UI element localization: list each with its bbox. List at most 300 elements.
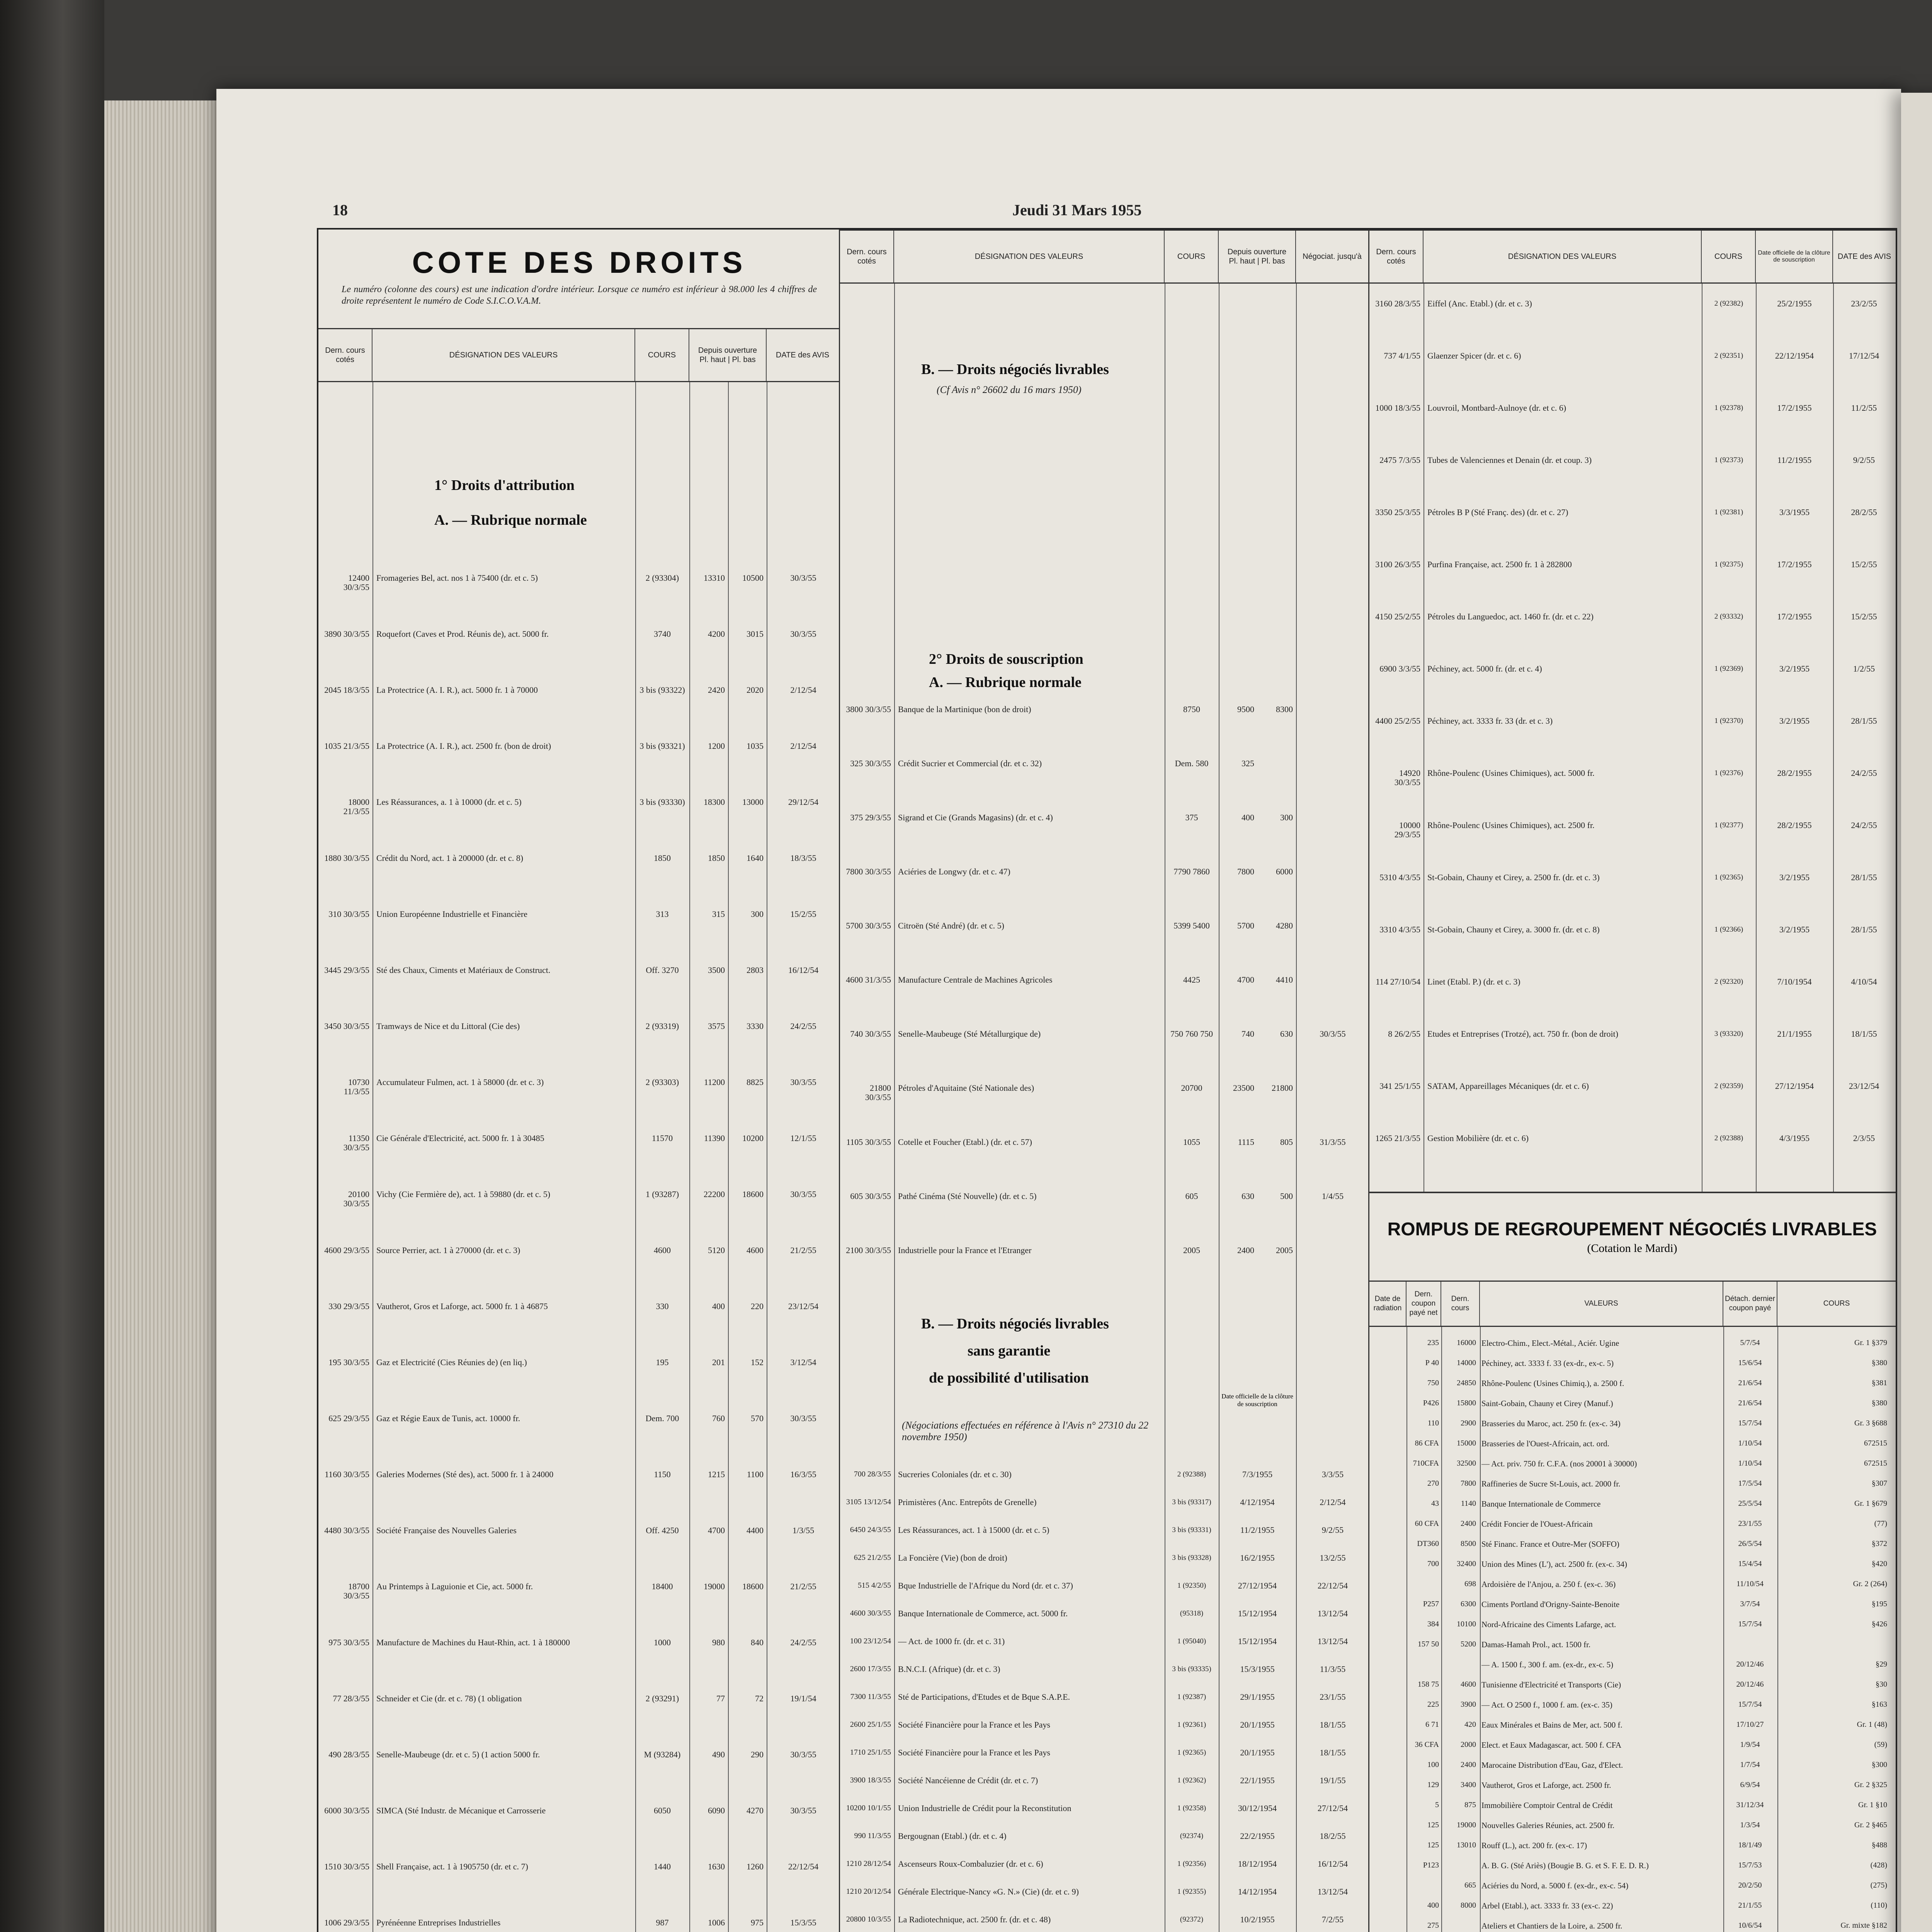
table-row: [318, 1022, 839, 1045]
row-avis: 3/3/55: [1321, 1469, 1344, 1479]
rompus-cours: §380: [1872, 1399, 1887, 1407]
row-cours: Dem. 580: [1175, 759, 1209, 768]
rompus-detach: 18/1/49: [1738, 1841, 1762, 1849]
row-negociat: 1/4/55: [1321, 1191, 1344, 1201]
row-cours: 2005: [1183, 1245, 1200, 1255]
row-designation: Pétroles d'Aquitaine (Sté Nationale des): [898, 1083, 1034, 1093]
rompus-coupon: 710CFA: [1413, 1459, 1439, 1468]
row-pl-bas: 1260: [747, 1862, 764, 1871]
table-row: [318, 1750, 839, 1773]
row-avis: 24/2/55: [790, 1021, 816, 1031]
next-page: [1901, 93, 1932, 1932]
row-cours: 987: [656, 1918, 669, 1927]
row-cours: 2 (92359): [1714, 1082, 1743, 1090]
table-row: [840, 1553, 1368, 1577]
row-designation: Ascenseurs Roux-Combaluzier (dr. et c. 6): [898, 1859, 1043, 1869]
page-number: 18: [332, 201, 348, 219]
row-date-cloture: 15/12/1954: [1238, 1636, 1277, 1646]
page-frame: [317, 228, 1897, 1932]
rompus-dern-cours: 665: [1464, 1881, 1476, 1889]
header-designation: DÉSIGNATION DES VALEURS: [894, 231, 1165, 282]
header-negociat: Négociat. jusqu'à: [1303, 252, 1362, 261]
table-row: [1369, 1620, 1896, 1643]
table-row: [1369, 1399, 1896, 1422]
row-dern: 490 28/3/55: [328, 1750, 369, 1759]
rompus-dern-cours: 3900: [1461, 1700, 1476, 1709]
rompus-valeur: Damas-Hamah Prol., act. 1500 fr.: [1481, 1640, 1591, 1649]
row-avis: 7/2/55: [1321, 1915, 1344, 1924]
header-depuis: [689, 329, 767, 381]
row-date-cloture: 4/3/1955: [1779, 1133, 1810, 1143]
row-cours: 375: [1185, 813, 1198, 822]
rompus-cours: Gr. 1 (48): [1857, 1720, 1887, 1729]
rompus-cours: §307: [1872, 1479, 1887, 1488]
row-designation: Tubes de Valenciennes et Denain (dr. et coup. 3): [1427, 456, 1592, 465]
rompus-cours: Gr. 3 §688: [1854, 1419, 1887, 1427]
row-date-cloture: 3/2/1955: [1779, 716, 1810, 726]
row-designation: Pétroles du Languedoc, act. 1460 fr. (dr. et c. 22): [1427, 612, 1594, 621]
rompus-dern-cours: 2400: [1461, 1519, 1476, 1528]
row-date-cloture: 7/10/1954: [1777, 977, 1812, 986]
row-pl-haut: 11390: [704, 1133, 725, 1143]
row-designation: Linet (Etabl. P.) (dr. et c. 3): [1427, 977, 1520, 986]
row-pl-haut: 201: [712, 1357, 725, 1367]
table-row: [318, 1190, 839, 1213]
row-avis: 18/2/55: [1320, 1831, 1346, 1841]
row-pl-bas: 500: [1280, 1191, 1293, 1201]
rompus-cours: Gr. 1 §10: [1858, 1801, 1887, 1809]
rompus-valeur: — A. 1500 f., 300 f. am. (ex-dr., ex-c. 5): [1481, 1660, 1614, 1669]
row-dern: 1160 30/3/55: [325, 1469, 369, 1479]
row-dern: 625 29/3/55: [328, 1413, 369, 1423]
header-depuis-label: Depuis ouverture: [698, 346, 757, 355]
rompus-dern-cours: 24850: [1457, 1379, 1476, 1387]
rompus-header-valeurs: VALEURS: [1480, 1282, 1723, 1326]
table-row: [318, 1582, 839, 1605]
rompus-valeur: Elect. et Eaux Madagascar, act. 500 f. CFA: [1481, 1740, 1622, 1750]
table-row: [1369, 1901, 1896, 1924]
row-dern: 2100 30/3/55: [846, 1245, 891, 1255]
header-designation: DÉSIGNATION DES VALEURS: [1423, 231, 1702, 282]
row-designation: Senelle-Maubeuge (Sté Métallurgique de): [898, 1029, 1041, 1039]
rompus-coupon: 225: [1427, 1700, 1439, 1709]
rompus-header-cours: COURS: [1823, 1299, 1850, 1308]
table-row: [318, 573, 839, 597]
row-pl-bas: 2803: [747, 965, 764, 975]
table-row: [840, 921, 1368, 944]
rompus-cours: §380: [1872, 1359, 1887, 1367]
row-avis: 23/2/55: [1851, 299, 1877, 308]
rompus-coupon: 235: [1427, 1338, 1439, 1347]
row-designation: Senelle-Maubeuge (dr. et c. 5) (1 action 5000 fr.: [376, 1750, 540, 1759]
rompus-coupon: 43: [1431, 1499, 1439, 1508]
table-row: [840, 1915, 1368, 1932]
table-row: [318, 1806, 839, 1829]
row-dern: 3160 28/3/55: [1375, 299, 1420, 308]
rompus-header-dern-cours: Dern. cours: [1441, 1282, 1480, 1326]
row-pl-bas: 300: [751, 909, 764, 919]
table-row: [1369, 1439, 1896, 1462]
row-pl-haut: 980: [712, 1638, 725, 1647]
row-designation: Galeries Modernes (Sté des), act. 5000 fr. 1 à 24000: [376, 1470, 554, 1479]
section-b2-note: (Négociations effectuées en référence à l'Avis n° 27310 du 22 novembre 1950): [902, 1420, 1149, 1442]
row-cours: 1 (92381): [1714, 508, 1743, 516]
row-avis: 15/2/55: [1851, 612, 1877, 621]
row-pl-bas: 2020: [747, 685, 764, 695]
row-avis: 22/12/54: [788, 1862, 819, 1871]
row-cours: 3 bis (93317): [1172, 1498, 1211, 1506]
rompus-dern-cours: 16000: [1457, 1338, 1476, 1347]
row-cours: 4600: [654, 1245, 671, 1255]
table-row: [318, 798, 839, 821]
table-row: [840, 1720, 1368, 1743]
row-designation: Louvroil, Montbard-Aulnoye (dr. et c. 6): [1427, 403, 1566, 413]
rompus-dern-cours: 1140: [1461, 1499, 1476, 1508]
row-cours: (92372): [1180, 1915, 1204, 1923]
row-cours: 2 (93319): [645, 1021, 679, 1031]
table-row: [840, 1748, 1368, 1771]
row-designation: Source Perrier, act. 1 à 270000 (dr. et c. 3): [376, 1246, 520, 1255]
row-dern: 14920 30/3/55: [1394, 768, 1420, 787]
row-cours: 1 (92387): [1177, 1693, 1206, 1701]
row-cours: 1 (92355): [1177, 1888, 1206, 1896]
row-cours: 1055: [1183, 1137, 1200, 1147]
row-dern: 18000 21/3/55: [343, 797, 369, 816]
row-pl-bas: 220: [751, 1301, 764, 1311]
row-dern: 20800 10/3/55: [846, 1915, 891, 1923]
row-cours: 3740: [654, 629, 671, 639]
header-date-cloture: Date officielle de la clôture de souscription: [1756, 231, 1833, 282]
table-row: [840, 1083, 1368, 1107]
table-row: [1369, 977, 1896, 1000]
rompus-valeur: Ardoisière de l'Anjou, a. 250 f. (ex-c. 36): [1481, 1580, 1616, 1589]
row-avis: 27/12/54: [1317, 1803, 1348, 1813]
rompus-detach: 20/12/46: [1736, 1680, 1764, 1689]
table-row: [840, 975, 1368, 998]
row-cours: 1 (92365): [1177, 1748, 1206, 1757]
rompus-detach: 31/12/34: [1736, 1801, 1764, 1809]
rompus-valeur: Nord-Africaine des Ciments Lafarge, act.: [1481, 1620, 1616, 1629]
rompus-coupon: 384: [1427, 1620, 1439, 1628]
row-dern: 21800 30/3/55: [865, 1083, 891, 1102]
row-designation: Cie Générale d'Electricité, act. 5000 fr. 1 à 30485: [376, 1134, 544, 1143]
row-designation: St-Gobain, Chauny et Cirey, a. 2500 fr. (dr. et c. 3): [1427, 873, 1600, 882]
row-pl-bas: 4280: [1276, 921, 1293, 930]
row-designation: Banque de la Martinique (bon de droit): [898, 705, 1031, 714]
row-cours: 2 (93303): [645, 1077, 679, 1087]
rompus-valeur: Brasseries du Maroc, act. 250 fr. (ex-c. 34): [1481, 1419, 1621, 1428]
row-pl-bas: 300: [1280, 813, 1293, 822]
table-row: [1369, 1841, 1896, 1864]
row-designation: Pathé Cinéma (Sté Nouvelle) (dr. et c. 5): [898, 1192, 1037, 1201]
row-date-cloture: 17/2/1955: [1777, 403, 1812, 413]
table-row: [318, 742, 839, 765]
row-designation: Etudes et Entreprises (Trotzé), act. 750 fr. (bon de droit): [1427, 1029, 1619, 1039]
rompus-coupon: DT360: [1417, 1539, 1439, 1548]
rompus-detach: 25/5/54: [1738, 1499, 1762, 1508]
row-avis: 28/1/55: [1851, 925, 1877, 934]
row-pl-haut: 7800: [1237, 867, 1254, 876]
rompus-dern-cours: 10100: [1457, 1620, 1476, 1628]
table-row: [1369, 612, 1896, 635]
row-designation: Shell Française, act. 1 à 1905750 (dr. et c. 7): [376, 1862, 528, 1871]
row-date-cloture: 21/1/1955: [1777, 1029, 1812, 1039]
row-date-cloture: 3/2/1955: [1779, 925, 1810, 934]
row-pl-haut: 4200: [708, 629, 725, 639]
table-row: [1369, 351, 1896, 374]
rompus-coupon: P257: [1423, 1600, 1439, 1608]
divider: [1369, 1192, 1896, 1197]
row-avis: 30/3/55: [790, 573, 816, 583]
rompus-valeur: Saint-Gobain, Chauny et Cirey (Manuf.): [1481, 1399, 1613, 1408]
row-dern: 18700 30/3/55: [343, 1582, 369, 1600]
row-dern: 2600 25/1/55: [850, 1720, 891, 1729]
section-droits-attribution: 1° Droits d'attribution: [434, 477, 575, 493]
row-designation: Gestion Mobilière (dr. et c. 6): [1427, 1134, 1529, 1143]
rompus-valeur: — Act. priv. 750 fr. C.F.A. (nos 20001 à 30000): [1481, 1459, 1637, 1468]
row-avis: 19/1/55: [1320, 1776, 1346, 1785]
row-cours: 1 (92356): [1177, 1860, 1206, 1868]
rompus-detach: 21/6/54: [1738, 1379, 1762, 1387]
row-pl-haut: 400: [1242, 813, 1254, 822]
rompus-dern-cours: 13010: [1457, 1841, 1476, 1849]
row-cours: 2 (92382): [1714, 299, 1743, 308]
row-pl-bas: 4410: [1276, 975, 1293, 985]
row-date-cloture: 15/12/1954: [1238, 1609, 1277, 1618]
column-left: [318, 230, 840, 1932]
column-right: [1369, 230, 1896, 1932]
row-cours: 1 (92375): [1714, 560, 1743, 568]
table-row: [840, 1246, 1368, 1269]
rompus-detach: 15/7/54: [1738, 1700, 1762, 1709]
rompus-detach: 20/2/50: [1738, 1881, 1762, 1889]
row-avis: 1/3/55: [792, 1526, 815, 1535]
table-row: [1369, 560, 1896, 583]
row-pl-bas: 4270: [747, 1806, 764, 1815]
table-row: [1369, 769, 1896, 792]
table-row: [1369, 1560, 1896, 1583]
row-designation: La Protectrice (A. I. R.), act. 2500 fr. (bon de droit): [376, 742, 551, 751]
header-haut-bas: Pl. haut | Pl. bas: [1229, 257, 1285, 265]
row-dern: 1035 21/3/55: [324, 741, 369, 751]
row-designation: Pyrénéenne Entreprises Industrielles: [376, 1918, 501, 1927]
rompus-cours: §420: [1872, 1560, 1887, 1568]
row-cours: 3 bis (93330): [639, 797, 685, 807]
rompus-dern-cours: 5200: [1461, 1640, 1476, 1648]
row-pl-bas: 975: [751, 1918, 764, 1927]
row-pl-haut: 6090: [708, 1806, 725, 1815]
row-avis: 18/3/55: [790, 853, 816, 863]
row-designation: Cotelle et Foucher (Etabl.) (dr. et c. 57): [898, 1138, 1032, 1147]
row-avis: 30/3/55: [790, 1077, 816, 1087]
row-cours: 2 (93304): [645, 573, 679, 583]
row-cours: 1000: [654, 1638, 671, 1647]
row-designation: SATAM, Appareillages Mécaniques (dr. et c. 6): [1427, 1082, 1589, 1091]
rompus-cours: Gr. 2 (264): [1853, 1580, 1887, 1588]
table-row: [318, 1078, 839, 1101]
row-cours: 4425: [1183, 975, 1200, 985]
row-dern: 975 30/3/55: [328, 1638, 369, 1647]
row-cours: 2 (92388): [1177, 1470, 1206, 1478]
row-cours: (92374): [1180, 1832, 1204, 1840]
row-avis: 2/12/54: [790, 685, 816, 695]
rompus-valeur: Aciéries du Nord, a. 5000 f. (ex-dr., ex-c. 54): [1481, 1881, 1629, 1890]
row-cours: Off. 3270: [646, 965, 679, 975]
table-row: [318, 1638, 839, 1661]
row-cours: (95318): [1180, 1609, 1204, 1617]
row-pl-bas: 1640: [747, 853, 764, 863]
row-avis: 13/12/54: [1317, 1636, 1348, 1646]
row-designation: SIMCA (Sté Industr. de Mécanique et Carrosserie: [376, 1806, 546, 1815]
table-row: [1369, 925, 1896, 948]
table-row: [318, 1694, 839, 1717]
section-droits-souscription: 2° Droits de souscription: [929, 651, 1083, 667]
rompus-coupon: 5: [1435, 1801, 1439, 1809]
rompus-coupon: P426: [1423, 1399, 1439, 1407]
row-avis: 30/3/55: [790, 1189, 816, 1199]
row-designation: Roquefort (Caves et Prod. Réunis de), act. 5000 fr.: [376, 629, 549, 639]
row-cours: 1 (92373): [1714, 456, 1743, 464]
table-row: [840, 1138, 1368, 1161]
row-cours: 2 (93291): [645, 1694, 679, 1703]
row-date-cloture: 11/2/1955: [1777, 455, 1812, 465]
row-dern: 625 21/2/55: [854, 1553, 891, 1562]
row-negociat: 30/3/55: [1320, 1029, 1346, 1039]
table-row: [840, 813, 1368, 836]
row-dern: 20100 30/3/55: [343, 1189, 369, 1208]
row-designation: Les Réassurances, act. 1 à 15000 (dr. et c. 5): [898, 1526, 1049, 1535]
row-designation: Primistères (Anc. Entrepôts de Grenelle): [898, 1498, 1037, 1507]
rompus-header-detach: Détach. dernier coupon payé: [1723, 1282, 1777, 1326]
row-date-cloture: 15/3/1955: [1240, 1664, 1275, 1674]
row-cours: 1150: [654, 1469, 671, 1479]
rompus-detach: 1/10/54: [1738, 1459, 1762, 1468]
rompus-cours: (275): [1870, 1881, 1887, 1889]
row-avis: 13/12/54: [1317, 1887, 1348, 1896]
table-row: [1369, 1379, 1896, 1402]
row-designation: Au Printemps à Laguionie et Cie, act. 5000 fr.: [376, 1582, 533, 1591]
row-date-cloture: 27/12/1954: [1775, 1081, 1814, 1091]
row-pl-haut: 22200: [704, 1189, 725, 1199]
row-date-cloture: 27/12/1954: [1238, 1581, 1277, 1590]
row-dern: 4600 29/3/55: [324, 1245, 369, 1255]
table-row: [840, 867, 1368, 890]
row-cours: 195: [656, 1357, 669, 1367]
row-pl-haut: 1850: [708, 853, 725, 863]
row-designation: Société Financière pour la France et les Pays: [898, 1748, 1051, 1757]
row-dern: 6900 3/3/55: [1379, 664, 1420, 673]
row-pl-bas: 10200: [742, 1133, 764, 1143]
row-dern: 1210 20/12/54: [846, 1887, 891, 1896]
table-row: [840, 1859, 1368, 1883]
rompus-detach: 1/10/54: [1738, 1439, 1762, 1447]
rompus-dern-cours: 32500: [1457, 1459, 1476, 1468]
row-date-cloture: 4/12/1954: [1240, 1497, 1275, 1507]
page-header: [332, 201, 1878, 224]
row-designation: Aciéries de Longwy (dr. et c. 47): [898, 867, 1010, 876]
row-avis: 15/3/55: [790, 1918, 816, 1927]
row-avis: 9/2/55: [1321, 1525, 1344, 1535]
rompus-dern-cours: 32400: [1457, 1560, 1476, 1568]
row-cours: 2 (92388): [1714, 1134, 1743, 1142]
row-pl-haut: 2420: [708, 685, 725, 695]
row-designation: Union Industrielle de Crédit pour la Reconstitution: [898, 1804, 1071, 1813]
row-designation: La Foncière (Vie) (bon de droit): [898, 1553, 1007, 1563]
rompus-coupon: 125: [1427, 1821, 1439, 1829]
rompus-dern-cours: 14000: [1457, 1359, 1476, 1367]
rompus-dern-cours: 2900: [1461, 1419, 1476, 1427]
rompus-detach: 1/7/54: [1740, 1760, 1760, 1769]
row-cours: 20700: [1181, 1083, 1202, 1093]
row-avis: 3/12/54: [790, 1357, 816, 1367]
rompus-dern-cours: 698: [1464, 1580, 1476, 1588]
row-avis: 17/12/54: [1849, 351, 1879, 361]
rompus-detach: 15/7/54: [1738, 1419, 1762, 1427]
row-designation: Générale Electrique-Nancy «G. N.» (Cie) (dr. et c. 9): [898, 1887, 1079, 1896]
row-designation: St-Gobain, Chauny et Cirey, a. 3000 fr. (dr. et c. 8): [1427, 925, 1600, 934]
rompus-dern-cours: 8500: [1461, 1539, 1476, 1548]
row-dern: 3445 29/3/55: [324, 965, 369, 975]
row-dern: 740 30/3/55: [850, 1029, 891, 1039]
row-designation: Manufacture de Machines du Haut-Rhin, act. 1 à 180000: [376, 1638, 570, 1647]
row-designation: Industrielle pour la France et l'Etranger: [898, 1246, 1032, 1255]
table-header: [318, 328, 839, 382]
row-pl-bas: 18600: [742, 1189, 764, 1199]
row-pl-bas: 630: [1280, 1029, 1293, 1039]
row-pl-bas: 21800: [1272, 1083, 1293, 1093]
rompus-dern-cours: 8000: [1461, 1901, 1476, 1910]
table-row: [1369, 1029, 1896, 1053]
row-designation: Union Européenne Industrielle et Financière: [376, 910, 527, 919]
row-designation: Gaz et Electricité (Cies Réunies de) (en liq.): [376, 1358, 527, 1367]
row-designation: Péchiney, act. 5000 fr. (dr. et c. 4): [1427, 664, 1542, 673]
rompus-heading: [1369, 1219, 1896, 1269]
row-pl-haut: 1630: [708, 1862, 725, 1871]
row-avis: 19/1/54: [790, 1694, 816, 1703]
row-designation: Fromageries Bel, act. nos 1 à 75400 (dr. et c. 5): [376, 573, 538, 583]
rompus-detach: 17/10/27: [1736, 1720, 1764, 1729]
table-row: [1369, 1700, 1896, 1723]
row-cours: 1 (92362): [1177, 1776, 1206, 1784]
row-cours: 1 (92370): [1714, 717, 1743, 725]
rompus-cours: §30: [1876, 1680, 1887, 1689]
row-designation: Crédit du Nord, act. 1 à 200000 (dr. et c. 8): [376, 854, 524, 863]
section-b2-title: B. — Droits négociés livrables: [921, 1316, 1109, 1332]
row-avis: 15/2/55: [790, 909, 816, 919]
row-cours: 18400: [651, 1582, 673, 1591]
table-row: [318, 1862, 839, 1885]
row-cours: 1 (92369): [1714, 665, 1743, 673]
row-avis: 18/1/55: [1851, 1029, 1877, 1039]
row-pl-haut: 77: [716, 1694, 725, 1703]
table-row: [1369, 1801, 1896, 1824]
header-depuis-label: Depuis ouverture: [1227, 248, 1287, 256]
row-designation: Banque Internationale de Commerce, act. 5000 fr.: [898, 1609, 1068, 1618]
header-date-avis: DATE des AVIS: [1837, 252, 1891, 261]
row-pl-bas: 2005: [1276, 1245, 1293, 1255]
row-avis: 29/12/54: [788, 797, 819, 807]
row-designation: Sucreries Coloniales (dr. et c. 30): [898, 1470, 1012, 1479]
row-designation: Schneider et Cie (dr. et c. 78) (1 obligation: [376, 1694, 522, 1703]
row-avis: 13/2/55: [1320, 1553, 1346, 1563]
table-row: [318, 1918, 839, 1932]
row-designation: Pétroles B P (Sté Franç. des) (dr. et c. 27): [1427, 508, 1568, 517]
row-designation: Sigrand et Cie (Grands Magasins) (dr. et c. 4): [898, 813, 1053, 822]
rompus-valeur: Vautherot, Gros et Laforge, act. 2500 fr.: [1481, 1781, 1611, 1790]
row-cours: 313: [656, 909, 669, 919]
section-b2-utilisation: de possibilité d'utilisation: [929, 1370, 1089, 1386]
rompus-valeur: Rhône-Poulenc (Usines Chimiq.), a. 2500 f.: [1481, 1379, 1624, 1388]
